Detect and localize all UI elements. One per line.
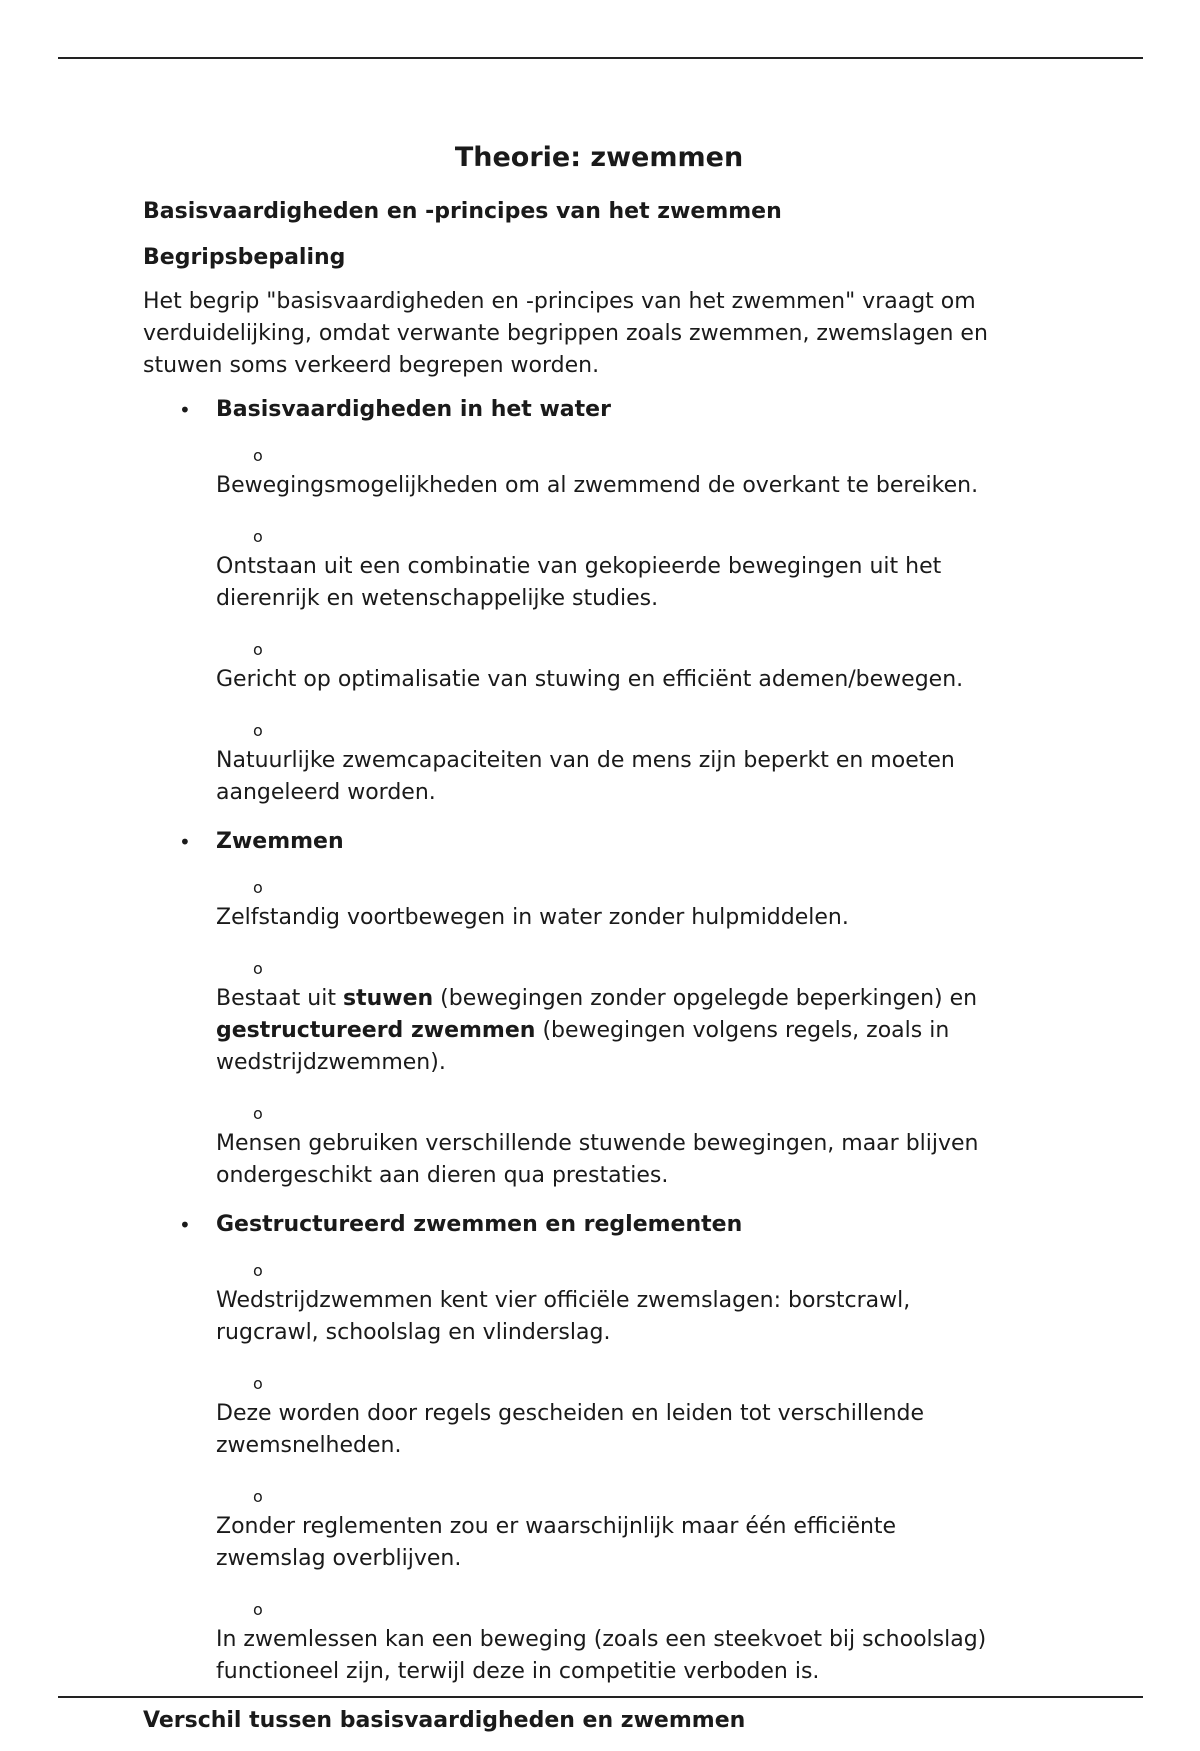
list-item — [143, 1209, 1073, 1241]
main-list — [143, 394, 1073, 426]
section-heading: Basisvaardigheden en -principes van het zwemmen — [143, 199, 782, 224]
sub-bullet-icon: o — [253, 640, 263, 659]
sub-list-item — [143, 1592, 1073, 1688]
list-item-title: Gestructureerd zwemmen en reglementen — [216, 1212, 743, 1237]
sub-list-item-text: Mensen gebruiken verschillende stuwende bewegingen, maar blijven ondergeschikt aan dieren qua prestaties. — [216, 1131, 979, 1188]
sub-list-item — [143, 632, 1073, 696]
sub-list — [143, 870, 1073, 1192]
document-body — [143, 136, 1073, 1751]
sub-list — [143, 1253, 1073, 1688]
main-list — [143, 826, 1073, 858]
sub-list-item-text: In zwemlessen kan een beweging (zoals een steekvoet bij schoolslag) functioneel zijn, terwijl deze in competitie verboden is. — [216, 1627, 987, 1684]
sub-list-item-text: Natuurlijke zwemcapaciteiten van de mens zijn beperkt en moeten aangeleerd worden. — [216, 748, 955, 805]
sub-bullet-icon: o — [253, 959, 263, 978]
bullet-icon: • — [179, 1213, 191, 1237]
subsection-heading: Begripsbepaling — [143, 245, 346, 270]
bold-term-stuwen: stuwen — [342, 986, 434, 1011]
sub-list — [143, 438, 1073, 809]
sub-bullet-icon: o — [253, 1487, 263, 1506]
sub-bullet-icon: o — [253, 878, 263, 897]
text-run: (bewegingen volgens regels, zoals in wedstrijdzwemmen). — [216, 1018, 950, 1075]
list-item-title: Basisvaardigheden in het water — [216, 397, 611, 422]
sub-list-item-text: Deze worden door regels gescheiden en leiden tot verschillende zwemsnelheden. — [216, 1401, 925, 1458]
sub-list-item — [143, 713, 1073, 809]
sub-list-item — [143, 1479, 1073, 1575]
sub-list-item — [143, 1366, 1073, 1462]
sub-list-item — [143, 438, 1073, 502]
sub-bullet-icon: o — [253, 1261, 263, 1280]
text-run: (bewegingen zonder opgelegde beperkingen) en — [433, 986, 978, 1011]
sub-list-item-text: Zelfstandig voortbewegen in water zonder hulpmiddelen. — [216, 905, 849, 930]
bullet-icon: • — [179, 830, 191, 854]
bullet-icon: • — [179, 398, 191, 422]
list-item-title: Zwemmen — [216, 829, 344, 854]
sub-bullet-icon: o — [253, 527, 263, 546]
sub-list-item — [143, 870, 1073, 934]
bold-term-gestructureerd-zwemmen: gestructureerd zwemmen — [216, 1018, 536, 1043]
sub-bullet-icon: o — [253, 1104, 263, 1123]
closing-heading: Verschil tussen basisvaardigheden en zwemmen — [143, 1708, 746, 1733]
sub-bullet-icon: o — [253, 1600, 263, 1619]
sub-list-item-text: Bewegingsmogelijkheden om al zwemmend de overkant te bereiken. — [216, 473, 979, 498]
intro-paragraph: Het begrip "basisvaardigheden en -principes van het zwemmen" vraagt om verduidelijking, omdat verwante begrippen zoals zwemmen, zwemslagen en stuwen soms verkeerd begrepen worden. — [143, 289, 988, 378]
list-item — [143, 826, 1073, 858]
main-list — [143, 1209, 1073, 1241]
sub-list-item — [143, 1096, 1073, 1192]
sub-list-item-text: Ontstaan uit een combinatie van gekopieerde bewegingen uit het dierenrijk en wetenschappelijke studies. — [216, 554, 942, 611]
sub-list-item-text: Wedstrijdzwemmen kent vier officiële zwemslagen: borstcrawl, rugcrawl, schoolslag en vlinderslag. — [216, 1288, 911, 1345]
sub-list-item — [143, 519, 1073, 615]
bottom-rule — [58, 1696, 1143, 1698]
top-rule — [58, 57, 1143, 59]
sub-list-item-text: Zonder reglementen zou er waarschijnlijk maar één efficiënte zwemslag overblijven. — [216, 1514, 897, 1571]
list-item — [143, 394, 1073, 426]
sub-list-item — [143, 1253, 1073, 1349]
sub-bullet-icon: o — [253, 446, 263, 465]
text-run: Bestaat uit — [216, 986, 343, 1011]
page-title: Theorie: zwemmen — [454, 142, 744, 173]
sub-bullet-icon: o — [253, 721, 263, 740]
sub-list-item-text — [216, 983, 996, 1079]
sub-list-item — [143, 951, 1073, 1079]
sub-list-item-text: Gericht op optimalisatie van stuwing en efficiënt ademen/bewegen. — [216, 667, 964, 692]
sub-bullet-icon: o — [253, 1374, 263, 1393]
